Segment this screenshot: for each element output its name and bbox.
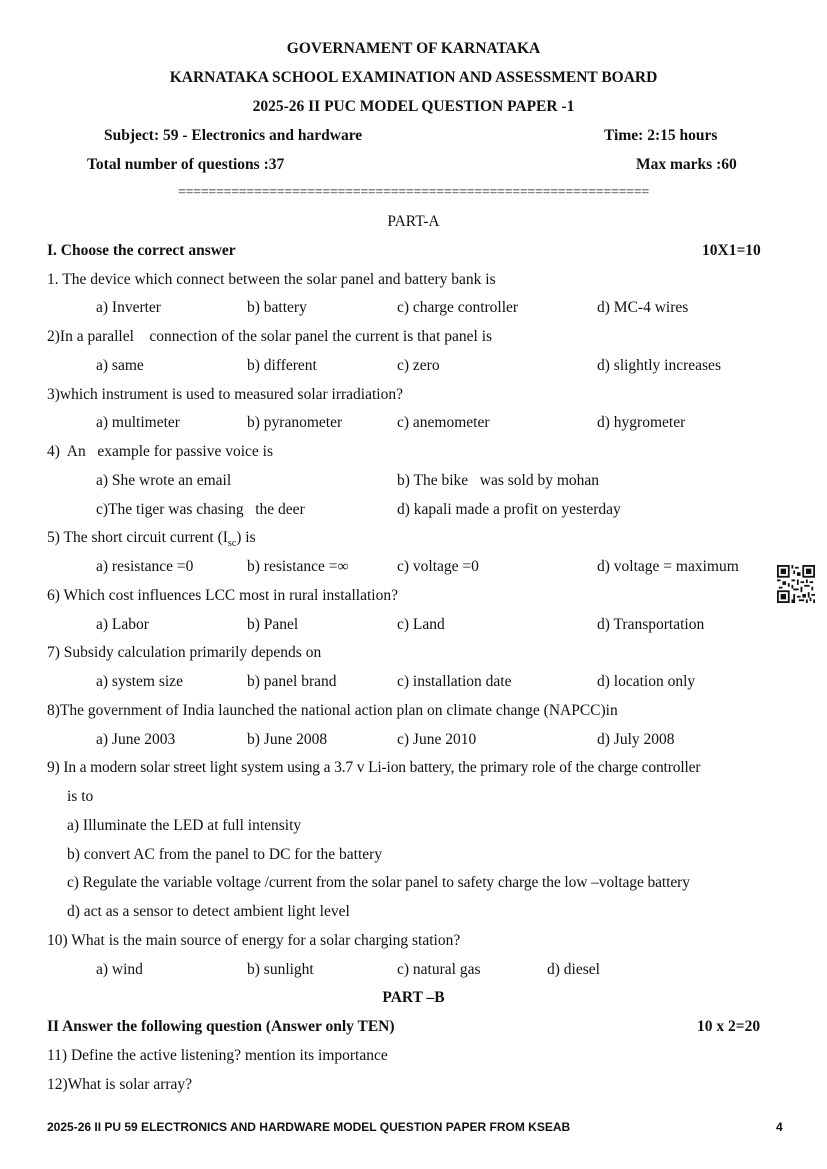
q6-option-b: b) Panel — [247, 616, 299, 633]
q3-option-b: b) pyranometer — [247, 414, 343, 431]
question-3: 3)which instrument is used to measured solar irradiation? — [47, 386, 403, 403]
footer-text: 2025-26 II PU 59 ELECTRONICS AND HARDWARE MODEL QUESTION PAPER FROM KSEAB — [47, 1120, 571, 1134]
q2-option-b: b) different — [247, 357, 317, 374]
q10-option-b: b) sunlight — [247, 961, 314, 978]
question-6: 6) Which cost influences LCC most in rural installation? — [47, 587, 398, 604]
question-9: 9) In a modern solar street light system using a 3.7 v Li-ion battery, the primary role of the charge controller — [47, 759, 701, 776]
section-2-marks: 10 x 2=20 — [697, 1018, 761, 1035]
question-1: 1. The device which connect between the solar panel and battery bank is — [47, 271, 496, 288]
question-2: 2)In a parallel connection of the solar panel the current is that panel is — [47, 328, 493, 345]
q9-option-a: a) Illuminate the LED at full intensity — [67, 817, 302, 834]
qr-code-icon — [777, 565, 815, 603]
part-a-title: PART-A — [387, 213, 440, 230]
q4-option-c: c)The tiger was chasing the deer — [96, 501, 305, 518]
q4-option-a: a) She wrote an email — [96, 472, 232, 489]
q10-option-d: d) diesel — [547, 961, 600, 978]
q6-option-d: d) Transportation — [597, 616, 705, 633]
page-number: 4 — [776, 1120, 783, 1134]
q8-option-a: a) June 2003 — [96, 731, 176, 748]
q1-option-a: a) Inverter — [96, 299, 161, 316]
q5-subscript: sc — [227, 538, 237, 550]
q5-option-c: c) voltage =0 — [397, 558, 479, 575]
q4-option-b: b) The bike was sold by mohan — [397, 472, 600, 489]
q5-option-a: a) resistance =0 — [96, 558, 194, 575]
q8-option-c: c) June 2010 — [397, 731, 477, 748]
q2-option-c: c) zero — [397, 357, 440, 374]
q10-option-c: c) natural gas — [397, 961, 481, 978]
q5-option-d: d) voltage = maximum — [597, 558, 739, 575]
q3-option-a: a) multimeter — [96, 414, 180, 431]
subject: Subject: 59 - Electronics and hardware — [104, 127, 363, 144]
question-10: 10) What is the main source of energy for a solar charging station? — [47, 932, 461, 949]
section-1-marks: 10X1=10 — [702, 242, 761, 259]
q5-option-b: b) resistance =∞ — [247, 558, 349, 575]
q7-option-c: c) installation date — [397, 673, 512, 690]
q4-option-d: d) kapali made a profit on yesterday — [397, 501, 621, 518]
q1-option-c: c) charge controller — [397, 299, 519, 316]
q6-option-c: c) Land — [397, 616, 445, 633]
q7-option-a: a) system size — [96, 673, 183, 690]
q9-option-b: b) convert AC from the panel to DC for the battery — [67, 846, 383, 863]
q7-option-b: b) panel brand — [247, 673, 337, 690]
total-questions: Total number of questions :37 — [87, 156, 285, 173]
time: Time: 2:15 hours — [604, 127, 718, 144]
q3-option-d: d) hygrometer — [597, 414, 686, 431]
section-2-title: II Answer the following question (Answer only TEN) — [47, 1018, 395, 1035]
q1-option-d: d) MC-4 wires — [597, 299, 689, 316]
question-7: 7) Subsidy calculation primarily depends on — [47, 644, 322, 661]
q2-option-a: a) same — [96, 357, 144, 374]
q1-option-b: b) battery — [247, 299, 307, 316]
question-5 — [47, 529, 256, 553]
header-line-3: 2025-26 II PUC MODEL QUESTION PAPER -1 — [252, 98, 575, 115]
q10-option-a: a) wind — [96, 961, 143, 978]
header-line-1: GOVERNAMENT OF KARNATAKA — [286, 40, 541, 57]
q7-option-d: d) location only — [597, 673, 696, 690]
q9-option-c: c) Regulate the variable voltage /current from the solar panel to safety charge the low –voltage battery — [67, 874, 690, 891]
question-12: 12)What is solar array? — [47, 1076, 193, 1093]
q9-option-d: d) act as a sensor to detect ambient light level — [67, 903, 350, 920]
question-11: 11) Define the active listening? mention its importance — [47, 1047, 388, 1064]
section-1-title: I. Choose the correct answer — [47, 242, 236, 259]
q2-option-d: d) slightly increases — [597, 357, 721, 374]
separator: ============================================================== — [178, 185, 649, 200]
q8-option-b: b) June 2008 — [247, 731, 328, 748]
header-line-2: KARNATAKA SCHOOL EXAMINATION AND ASSESSMENT BOARD — [169, 69, 658, 86]
q8-option-d: d) July 2008 — [597, 731, 675, 748]
question-8: 8)The government of India launched the national action plan on climate change (NAPCC)in — [47, 702, 618, 719]
q5-text-post: ) is — [236, 529, 256, 546]
question-4: 4) An example for passive voice is — [47, 443, 273, 460]
q6-option-a: a) Labor — [96, 616, 149, 633]
part-b-title: PART –B — [382, 989, 445, 1006]
q3-option-c: c) anemometer — [397, 414, 490, 431]
max-marks: Max marks :60 — [636, 156, 737, 173]
q5-text-pre: 5) The short circuit current (I — [47, 529, 228, 546]
question-9-continued: is to — [67, 788, 94, 805]
